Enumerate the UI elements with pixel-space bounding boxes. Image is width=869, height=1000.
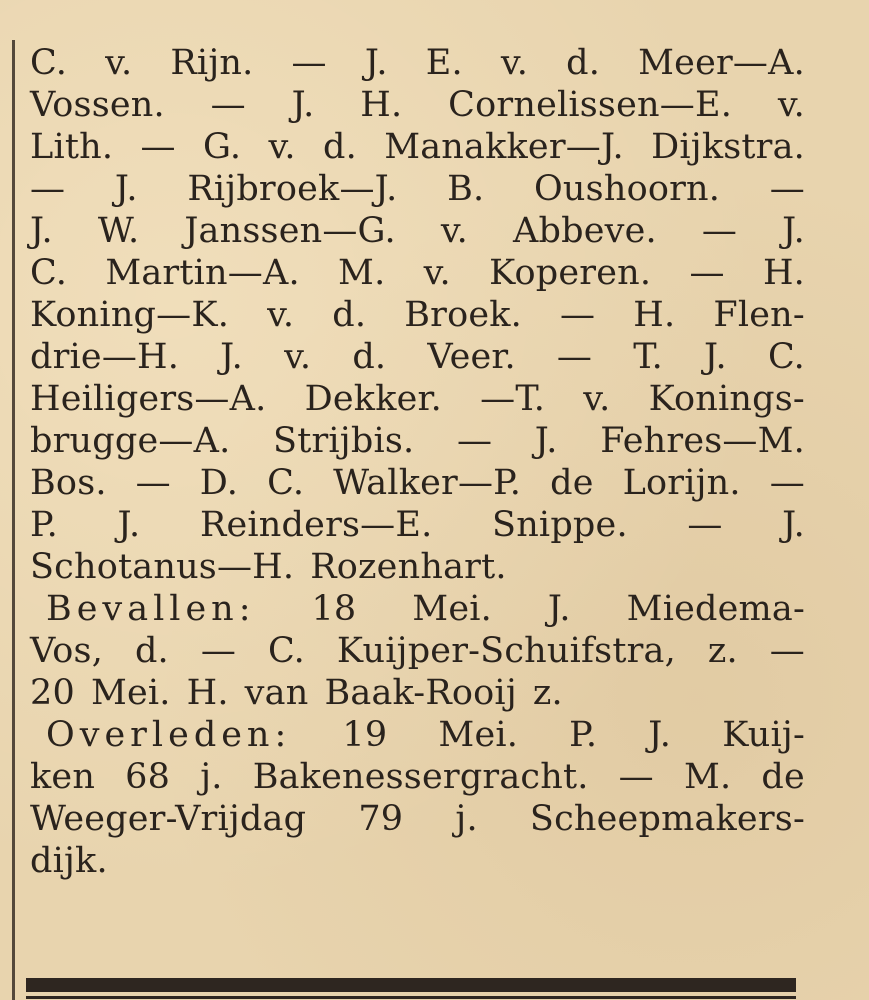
text-line (30, 630, 805, 672)
word: H. (762, 253, 805, 293)
word: Oushoorn. (534, 169, 721, 209)
word: P. (569, 715, 598, 755)
word: Dekker. (304, 379, 442, 419)
word: C. (30, 43, 68, 83)
word: drie—H. (30, 337, 180, 377)
word: Snippe. (492, 505, 628, 545)
text-line (30, 504, 805, 546)
word: Rijbroek—J. (187, 169, 398, 209)
deaths-label: Overleden: (46, 715, 292, 755)
word: z. (532, 673, 563, 713)
word: Lorijn. (622, 463, 741, 503)
word: Broek. (404, 295, 523, 335)
word: — (689, 253, 725, 293)
word: v. (500, 43, 529, 83)
word: Heiligers—A. (30, 379, 267, 419)
deaths-heading-line (30, 714, 805, 756)
text-line (30, 840, 805, 882)
word: van (244, 673, 309, 713)
word: z. (707, 631, 738, 671)
word: Kuij- (722, 715, 805, 755)
word: J. (291, 85, 315, 125)
word: D. (199, 463, 239, 503)
word: J. (648, 715, 672, 755)
word: Kuijper-Schuifstra, (336, 631, 676, 671)
word: brugge—A. (30, 421, 231, 461)
word: J. (114, 169, 138, 209)
word: Mei. (412, 589, 492, 629)
word: Dijkstra. (651, 127, 805, 167)
word: v. (267, 295, 295, 335)
section-end-double-rule (26, 978, 796, 992)
word: Mei. (90, 673, 171, 713)
word: C. (267, 463, 305, 503)
word: C. (30, 253, 68, 293)
word: Flen- (713, 295, 805, 335)
word: H. (633, 295, 676, 335)
word: ken (30, 757, 96, 797)
word: Baak-Rooij (324, 673, 517, 713)
word: j. (200, 757, 223, 797)
word: 68 (125, 757, 171, 797)
word: Vossen. (30, 85, 165, 125)
word: J. (30, 211, 53, 251)
word: Veer. (427, 337, 516, 377)
word: Koperen. (489, 253, 652, 293)
word: Konings- (648, 379, 805, 419)
word: v. (105, 43, 133, 83)
word: Weeger-Vrijdag (30, 799, 307, 839)
text-line (30, 42, 805, 84)
word: v. (777, 85, 805, 125)
word: — (769, 631, 805, 671)
word: J. (220, 337, 244, 377)
word: — (556, 337, 593, 377)
word: Rozenhart. (310, 547, 507, 587)
word: —T. (480, 379, 546, 419)
word: v. (423, 253, 451, 293)
word: Strijbis. (273, 421, 415, 461)
text-line (30, 546, 805, 588)
word: 18 (311, 589, 357, 629)
word: Mei. (438, 715, 519, 755)
word: B. (447, 169, 485, 209)
text-line (30, 84, 805, 126)
word: Lith. (30, 127, 114, 167)
text-line (30, 672, 805, 714)
word: — (618, 757, 654, 797)
word: — (687, 505, 723, 545)
births-heading-line (30, 588, 805, 630)
word: W. (97, 211, 140, 251)
word: Rijn. (170, 43, 254, 83)
word: H. (186, 673, 229, 713)
text-line (30, 210, 805, 252)
births-label: Bevallen: (46, 589, 256, 629)
word: Miedema- (626, 589, 805, 629)
text-line (30, 294, 805, 336)
word: — (769, 463, 805, 503)
word: — (30, 169, 66, 209)
word: 20 (30, 673, 75, 713)
text-line (30, 126, 805, 168)
word: J. (704, 337, 727, 377)
word: J. (782, 211, 805, 251)
text-line (30, 252, 805, 294)
word: Vos, (30, 631, 104, 671)
word: — (140, 127, 176, 167)
text-line (30, 756, 805, 798)
word: 19 (342, 715, 388, 755)
word: M. (683, 757, 732, 797)
word: dijk. (30, 841, 108, 881)
column-divider-rule (12, 40, 15, 1000)
word: Abbeve. (513, 211, 657, 251)
word: Cornelissen—E. (448, 85, 733, 125)
word: J. (547, 589, 571, 629)
text-line (30, 420, 805, 462)
word: Manakker—J. (384, 127, 624, 167)
word: v. (440, 211, 468, 251)
word: de (761, 757, 805, 797)
text-line (30, 798, 805, 840)
word: — (456, 421, 493, 461)
word: Walker—P. (333, 463, 522, 503)
word: v. (284, 337, 312, 377)
word: d. (134, 631, 169, 671)
text-line (30, 378, 805, 420)
word: M. (338, 253, 386, 293)
word: j. (455, 799, 478, 839)
word: — (210, 85, 246, 125)
word: Bakenessergracht. (252, 757, 589, 797)
word: d. (352, 337, 387, 377)
word: Reinders—E. (199, 505, 433, 545)
word: Koning—K. (30, 295, 230, 335)
word: — (135, 463, 171, 503)
word: J. (117, 505, 141, 545)
word: d. (332, 295, 367, 335)
word: de (550, 463, 594, 503)
word: Bos. (30, 463, 107, 503)
word: Fehres—M. (600, 421, 805, 461)
word: — (769, 169, 805, 209)
word: C. (267, 631, 305, 671)
word: J. (364, 43, 388, 83)
word: T. (633, 337, 663, 377)
word: v. (583, 379, 611, 419)
word: Schotanus—H. (30, 547, 295, 587)
word: Janssen—G. (184, 211, 396, 251)
word: P. (30, 505, 58, 545)
word: E. (425, 43, 463, 83)
word: d. (322, 127, 357, 167)
word: 79 (358, 799, 404, 839)
word: v. (268, 127, 296, 167)
word: — (701, 211, 738, 251)
word: Martin—A. (105, 253, 300, 293)
civil-registry-text (30, 42, 805, 882)
word: H. (360, 85, 403, 125)
word: Meer—A. (638, 43, 805, 83)
word: Scheepmakers- (529, 799, 805, 839)
word: C. (767, 337, 805, 377)
text-line (30, 168, 805, 210)
word: G. (202, 127, 242, 167)
text-line (30, 462, 805, 504)
text-line (30, 336, 805, 378)
word: J. (534, 421, 558, 461)
word: J. (782, 505, 805, 545)
word: — (291, 43, 327, 83)
word: — (200, 631, 237, 671)
word: — (560, 295, 596, 335)
word: d. (566, 43, 601, 83)
